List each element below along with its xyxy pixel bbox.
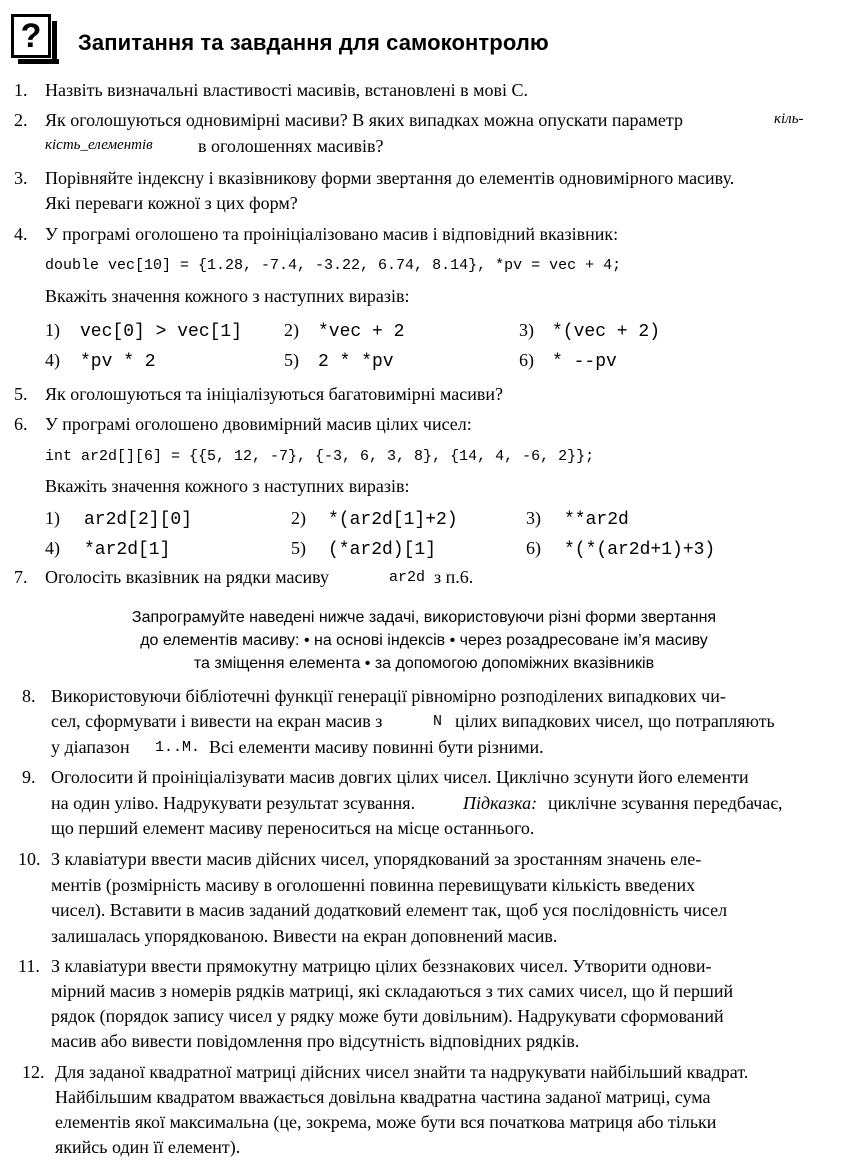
task-text: елементів якої максимальна (це, зокрема, може бути вся початкова матриця або тільки xyxy=(55,1112,717,1132)
expression-number: 3) xyxy=(519,320,534,340)
question-number: 3. xyxy=(14,168,28,188)
expression-code: (*ar2d)[1] xyxy=(328,540,437,560)
expression-code: ar2d[2][0] xyxy=(84,510,193,530)
task-number: 9. xyxy=(22,767,36,787)
code-declaration: double vec[10] = {1.28, -7.4, -3.22, 6.74, 8.14}, *pv = vec + 4; xyxy=(45,257,622,274)
prompt-text: Вкажіть значення кожного з наступних виразів: xyxy=(45,286,410,306)
expression-code: *(*(ar2d+1)+3) xyxy=(564,540,716,560)
question-text: У програмі оголошено та проініціалізовано масив і відповідний вказівник: xyxy=(45,224,619,244)
task-text: Всі елементи масиву повинні бути різними. xyxy=(209,737,544,757)
inline-code: ar2d xyxy=(389,569,426,586)
question-number: 4. xyxy=(14,224,28,244)
expression-code: **ar2d xyxy=(564,510,629,530)
task-text: цілих випадкових чисел, що потрапляють xyxy=(455,711,775,731)
question-text: Оголосіть вказівник на рядки масиву xyxy=(45,567,329,587)
expression-number: 1) xyxy=(45,320,60,340)
question-text: Які переваги кожної з цих форм? xyxy=(45,193,298,213)
task-number: 12. xyxy=(22,1062,45,1082)
inline-code: 1..M. xyxy=(155,739,201,756)
banner-line: до елементів масиву: • на основі індексів • через розадресоване ім’я масиву xyxy=(140,632,708,649)
question-text: Як оголошуються одновимірні масиви? В яких випадках можна опускати параметр xyxy=(45,110,684,130)
expression-number: 3) xyxy=(526,508,541,528)
task-number: 11. xyxy=(18,956,40,976)
expression-code: *ar2d[1] xyxy=(84,540,171,560)
banner-line: Запрограмуйте наведені нижче задачі, використовуючи різні форми звертання xyxy=(131,609,717,626)
task-number: 10. xyxy=(18,849,41,869)
task-text: чисел). Вставити в масив заданий додатковий елемент так, щоб уся послідовність чисел xyxy=(51,900,728,920)
italic-term: кіль- xyxy=(774,111,804,127)
task-text: Для заданої квадратної матриці дійсних чисел знайти та надрукувати найбільший квадрат. xyxy=(55,1062,749,1082)
task-text: Оголосити й проініціалізувати масив довгих цілих чисел. Циклічно зсунути його елементи xyxy=(51,767,749,787)
task-text: якийсь один її елемент). xyxy=(55,1137,241,1157)
question-text: з п.6. xyxy=(434,567,474,587)
task-text: масив або вивести повідомлення про відсутність відповідних рядків. xyxy=(51,1031,580,1051)
code-declaration: int ar2d[][6] = {{5, 12, -7}, {-3, 6, 3, 8}, {14, 4, -6, 2}}; xyxy=(45,448,595,465)
question-number: 1. xyxy=(14,80,28,100)
question-text: Як оголошуються та ініціалізуються багатовимірні масиви? xyxy=(45,384,503,404)
expression-number: 5) xyxy=(284,350,299,370)
inline-code: N xyxy=(433,713,443,730)
task-text: рядок (порядок запису чисел у рядку може бути довільним). Надрукувати сформований xyxy=(51,1006,724,1026)
question-number: 5. xyxy=(14,384,28,404)
expression-number: 4) xyxy=(45,350,60,370)
task-text: Найбільшим квадратом вважається довільна квадратна частина заданої матриці, сума xyxy=(55,1087,711,1107)
expression-number: 6) xyxy=(519,350,534,370)
task-text: ментів (розмірність масиву в оголошенні повинна перевищувати кількість введених xyxy=(51,875,696,895)
expression-code: *vec + 2 xyxy=(318,322,405,342)
task-text: З клавіатури ввести прямокутну матрицю цілих беззнакових чисел. Утворити однови- xyxy=(51,956,712,976)
task-text: у діапазон xyxy=(51,737,130,757)
question-number: 7. xyxy=(14,567,28,587)
expression-code: *(ar2d[1]+2) xyxy=(328,510,458,530)
expression-number: 6) xyxy=(526,538,541,558)
task-text: циклічне зсування передбачає, xyxy=(548,793,783,813)
task-text: сел, сформувати і вивести на екран масив з xyxy=(51,711,383,731)
expression-number: 5) xyxy=(291,538,306,558)
question-text: Назвіть визначальні властивості масивів, встановлені в мові С. xyxy=(45,80,528,100)
expression-code: *pv * 2 xyxy=(80,352,156,372)
task-text: на один уліво. Надрукувати результат зсування. xyxy=(51,793,416,813)
expression-number: 2) xyxy=(291,508,306,528)
task-text: З клавіатури ввести масив дійсних чисел, упорядкований за зростанням значень еле- xyxy=(51,849,702,869)
question-number: 2. xyxy=(14,110,28,130)
task-text: залишалась упорядкованою. Вивести на екран доповнений масив. xyxy=(51,926,558,946)
banner-line: та зміщення елемента • за допомогою допоміжних вказівників xyxy=(193,655,655,672)
question-mark-icon: ? xyxy=(11,14,51,58)
task-text: мірний масив з номерів рядків матриці, які складаються з тих самих чисел, що й перший xyxy=(51,981,734,1001)
expression-code: *(vec + 2) xyxy=(552,322,661,342)
question-text: в оголошеннях масивів? xyxy=(198,136,384,156)
expression-code: * --pv xyxy=(552,352,617,372)
prompt-text: Вкажіть значення кожного з наступних виразів: xyxy=(45,476,410,496)
question-text: Порівняйте індексну і вказівникову форми звертання до елементів одновимірного масиву. xyxy=(45,168,735,188)
question-text: У програмі оголошено двовимірний масив цілих чисел: xyxy=(45,414,472,434)
expression-number: 1) xyxy=(45,508,60,528)
expression-code: 2 * *pv xyxy=(318,352,394,372)
hint-label: Підказка: xyxy=(463,793,538,813)
italic-term: кість_елементів xyxy=(45,137,153,153)
question-number: 6. xyxy=(14,414,28,434)
task-text: Використовуючи бібліотечні функції генерації рівномірно розподілених випадкових чи- xyxy=(51,686,726,706)
expression-code: vec[0] > vec[1] xyxy=(80,322,243,342)
task-number: 8. xyxy=(22,686,36,706)
task-text: що перший елемент масиву переноситься на місце останнього. xyxy=(51,818,535,838)
section-title: Запитання та завдання для самоконтролю xyxy=(78,30,549,55)
expression-number: 4) xyxy=(45,538,60,558)
expression-number: 2) xyxy=(284,320,299,340)
